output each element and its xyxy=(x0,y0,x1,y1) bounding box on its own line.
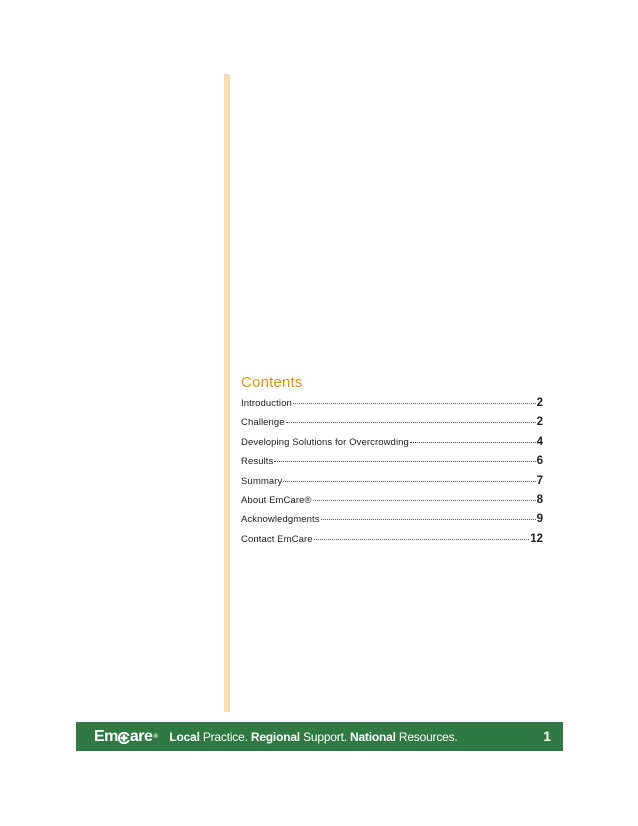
table-of-contents xyxy=(241,397,543,552)
tagline-local: Local xyxy=(169,729,200,744)
logo-text-right: are xyxy=(129,727,153,745)
tagline-support: Support. xyxy=(299,729,350,744)
logo-cross-icon xyxy=(118,731,130,743)
logo-text-left: Em xyxy=(94,727,118,745)
toc-entry-contact-emcare[interactable] xyxy=(241,533,543,552)
toc-entry-summary[interactable] xyxy=(241,475,543,494)
toc-entry-page: 2 xyxy=(536,416,543,429)
dot-leader xyxy=(293,403,536,404)
toc-entry-label: Summary xyxy=(241,475,283,487)
toc-entry-page: 9 xyxy=(536,513,543,526)
toc-entry-page: 7 xyxy=(536,474,543,487)
toc-entry-label: Acknowledgments xyxy=(241,514,320,526)
dot-leader xyxy=(321,519,536,520)
toc-entry-label: Introduction xyxy=(241,398,292,409)
footer-tagline xyxy=(169,730,457,744)
toc-entry-page: 8 xyxy=(536,493,543,506)
toc-entry-about-emcare[interactable] xyxy=(241,494,543,513)
dot-leader xyxy=(410,442,536,443)
toc-entry-page: 12 xyxy=(530,532,543,545)
emcare-logo xyxy=(94,728,157,746)
dot-leader xyxy=(283,481,535,482)
toc-entry-label: About EmCare® xyxy=(241,494,312,506)
toc-entry-page: 6 xyxy=(536,455,543,468)
vertical-accent-rule xyxy=(224,74,230,712)
logo-registered-mark: ® xyxy=(153,733,158,740)
contents-heading: Contents xyxy=(241,374,303,391)
toc-entry-results[interactable] xyxy=(241,455,543,474)
footer-band xyxy=(76,722,563,751)
toc-entry-label: Challenge xyxy=(241,417,285,429)
dot-leader xyxy=(286,422,536,423)
toc-entry-acknowledgments[interactable] xyxy=(241,513,543,532)
toc-entry-label: Contact EmCare xyxy=(241,533,313,545)
dot-leader xyxy=(314,539,530,540)
toc-entry-page: 4 xyxy=(536,435,543,448)
tagline-national: National xyxy=(349,729,396,744)
toc-entry-label: Developing Solutions for Overcrowding xyxy=(241,436,409,448)
toc-entry-developing-solutions[interactable] xyxy=(241,436,543,455)
tagline-resources: Resources. xyxy=(395,729,458,744)
tagline-regional: Regional xyxy=(250,729,300,744)
toc-entry-label: Results xyxy=(241,456,274,468)
page-number: 1 xyxy=(543,728,551,744)
toc-entry-page: 2 xyxy=(536,397,543,409)
dot-leader xyxy=(313,500,536,501)
tagline-practice: Practice. xyxy=(199,729,251,744)
toc-entry-introduction[interactable] xyxy=(241,397,543,416)
dot-leader xyxy=(274,461,535,462)
toc-entry-challenge[interactable] xyxy=(241,416,543,435)
